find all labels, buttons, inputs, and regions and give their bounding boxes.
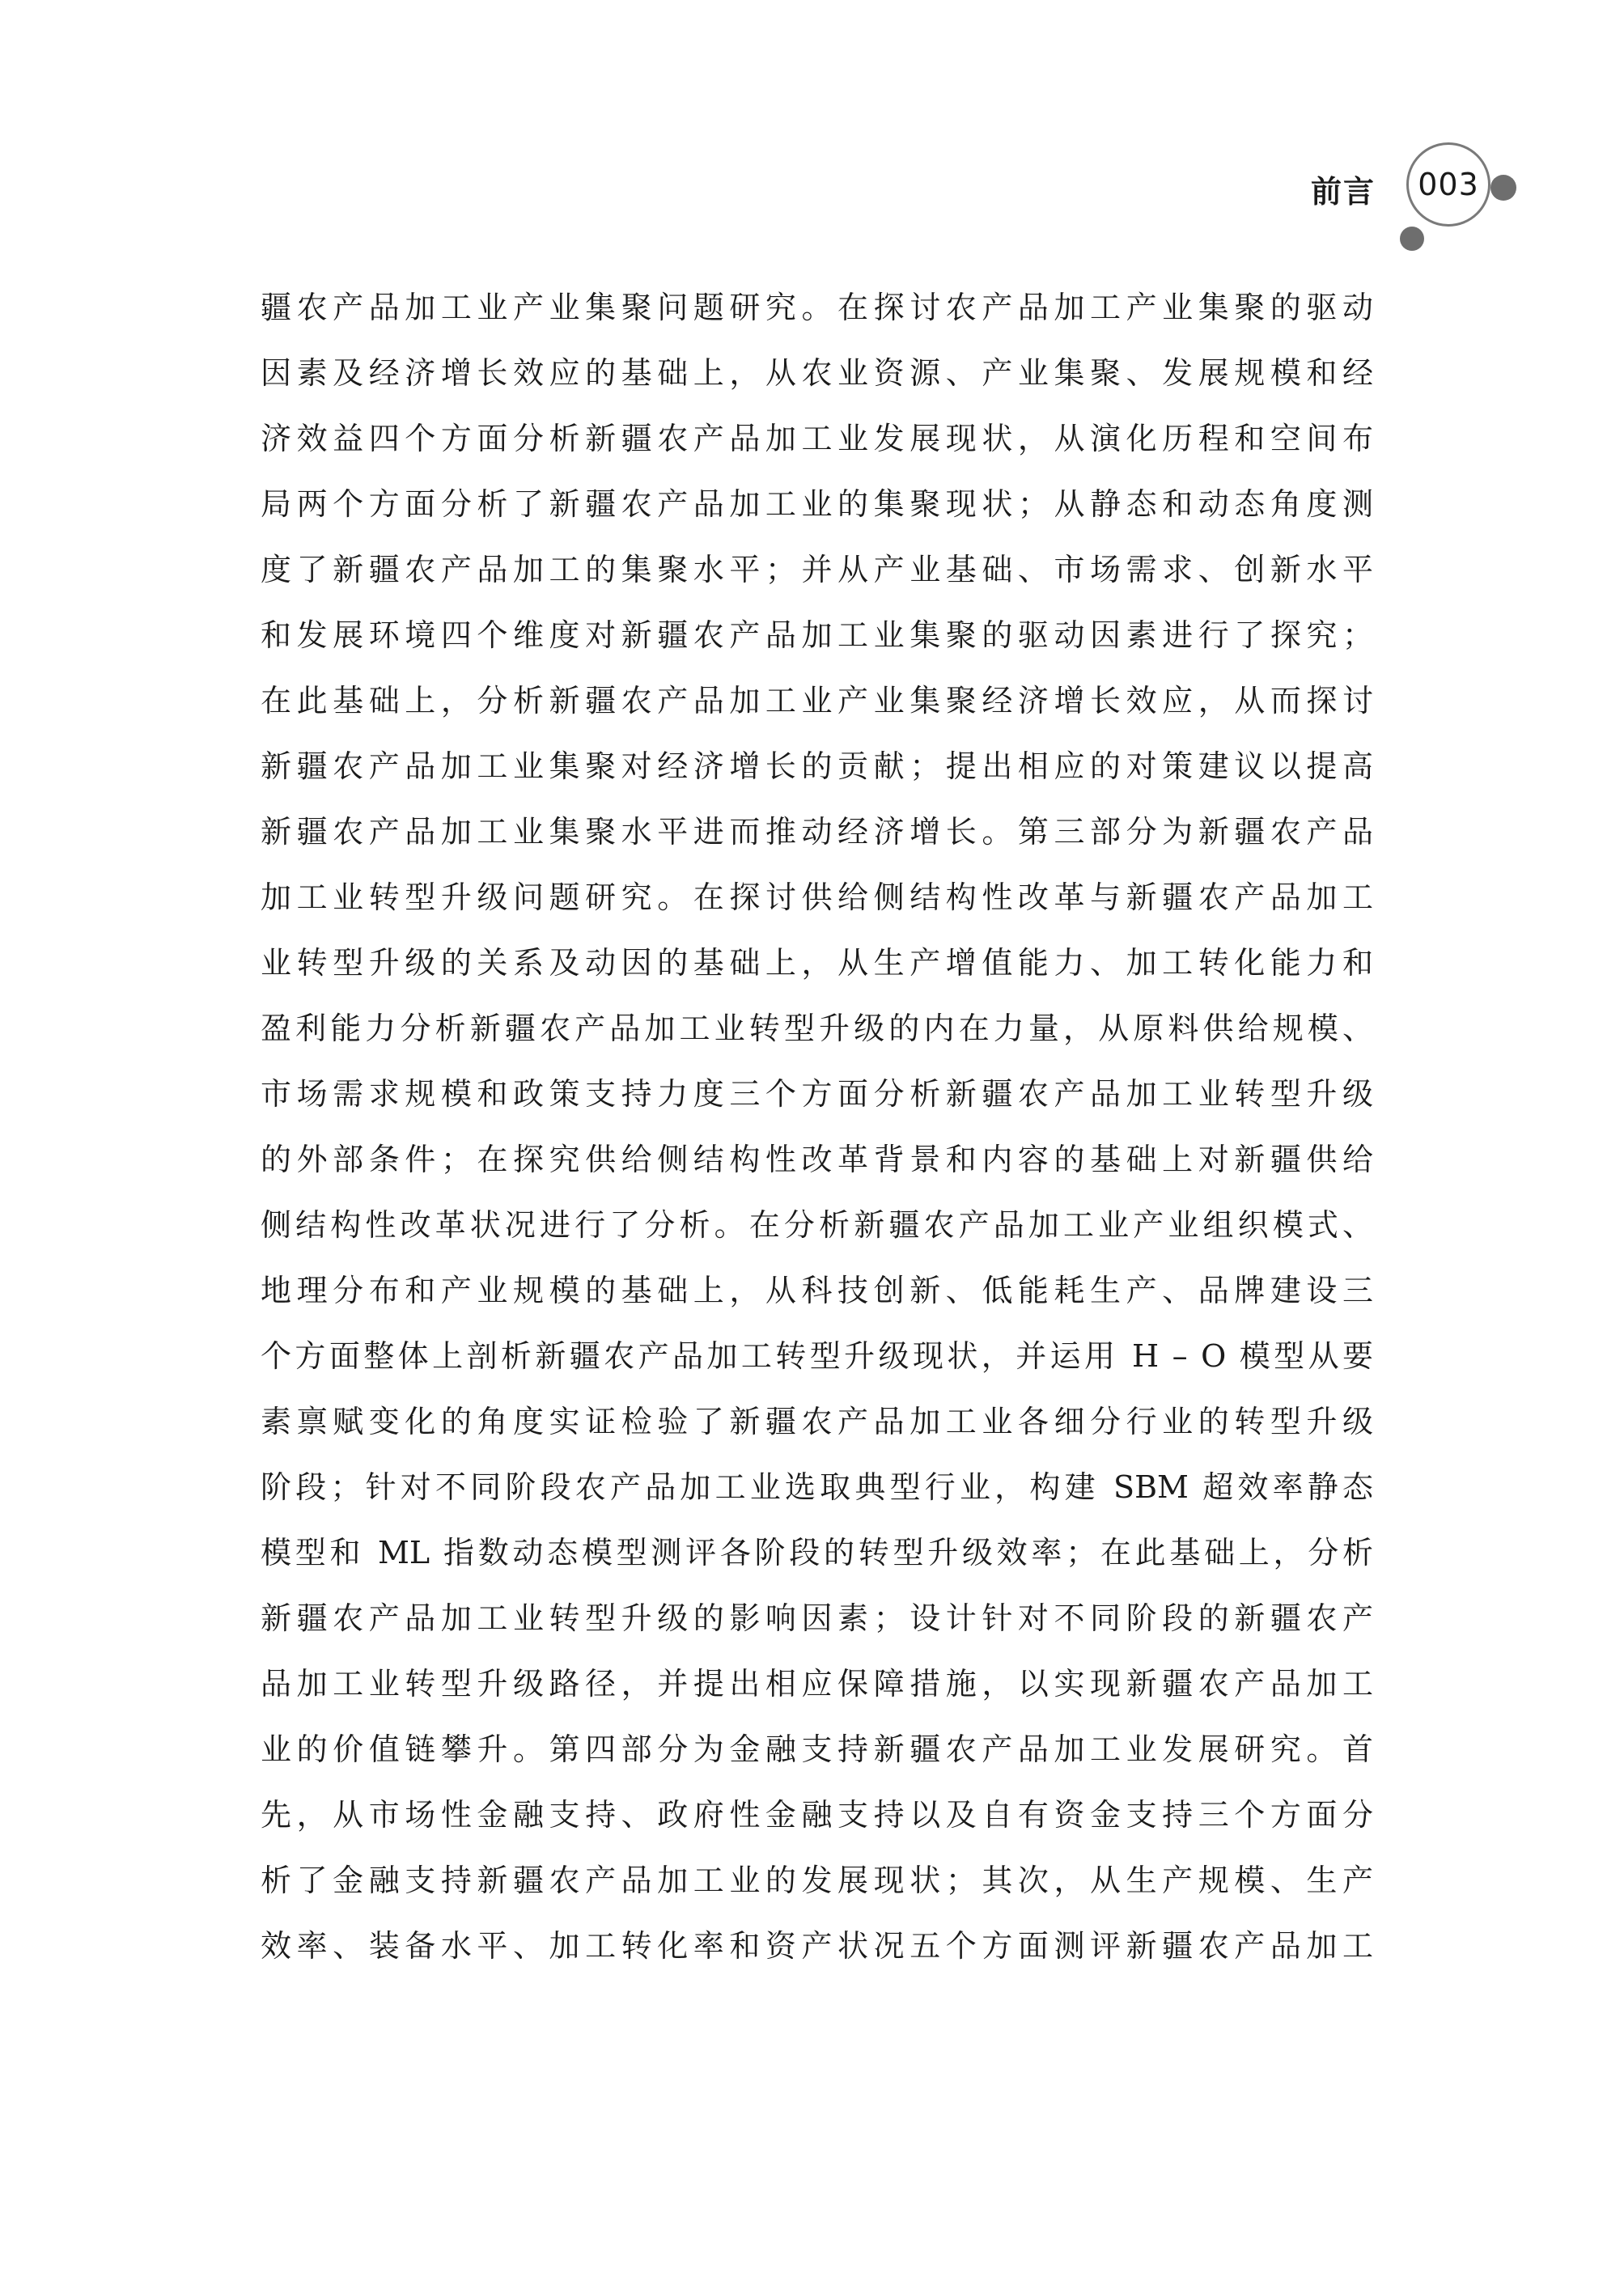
text-line: 效率、装备水平、加工转化率和资产状况五个方面测评新疆农产品加工 [261, 1928, 1373, 1964]
text-line: 析了金融支持新疆农产品加工业的发展现状；其次，从生产规模、生产 [261, 1863, 1373, 1898]
text-line: 模型和 ML 指数动态模型测评各阶段的转型升级效率；在此基础上，分析 [261, 1535, 1373, 1570]
decorative-dot-bottom [1400, 227, 1424, 251]
text-line: 阶段；针对不同阶段农产品加工业选取典型行业，构建 SBM 超效率静态 [261, 1469, 1373, 1505]
text-line: 品加工业转型升级路径，并提出相应保障措施，以实现新疆农产品加工 [261, 1666, 1373, 1702]
text-line: 度了新疆农产品加工的集聚水平；并从产业基础、市场需求、创新水平 [261, 552, 1373, 587]
text-line: 疆农产品加工业产业集聚问题研究。在探讨农产品加工产业集聚的驱动 [261, 290, 1373, 325]
text-line: 济效益四个方面分析新疆农产品加工业发展现状，从演化历程和空间布 [261, 421, 1373, 456]
body-text [261, 275, 1373, 1979]
decorative-dot-right [1490, 175, 1516, 201]
page-number-badge [1406, 142, 1490, 227]
text-line: 业的价值链攀升。第四部分为金融支持新疆农产品加工业发展研究。首 [261, 1731, 1373, 1767]
text-line: 素禀赋变化的角度实证检验了新疆农产品加工业各细分行业的转型升级 [261, 1404, 1373, 1439]
page-header [0, 0, 1624, 267]
text-line: 新疆农产品加工业集聚对经济增长的贡献；提出相应的对策建议以提高 [261, 748, 1373, 784]
text-line: 地理分布和产业规模的基础上，从科技创新、低能耗生产、品牌建设三 [261, 1273, 1373, 1308]
text-line: 侧结构性改革状况进行了分析。在分析新疆农产品加工业产业组织模式、 [261, 1207, 1373, 1243]
text-line: 局两个方面分析了新疆农产品加工业的集聚现状；从静态和动态角度测 [261, 486, 1373, 522]
text-line: 在此基础上，分析新疆农产品加工业产业集聚经济增长效应，从而探讨 [261, 683, 1373, 718]
text-line: 新疆农产品加工业转型升级的影响因素；设计针对不同阶段的新疆农产 [261, 1600, 1373, 1636]
text-line: 市场需求规模和政策支持力度三个方面分析新疆农产品加工业转型升级 [261, 1076, 1373, 1112]
text-line: 加工业转型升级问题研究。在探讨供给侧结构性改革与新疆农产品加工 [261, 879, 1373, 915]
text-line: 的外部条件；在探究供给侧结构性改革背景和内容的基础上对新疆供给 [261, 1142, 1373, 1177]
running-header-title: 前言 [1311, 174, 1376, 210]
text-line: 盈利能力分析新疆农产品加工业转型升级的内在力量，从原料供给规模、 [261, 1011, 1373, 1046]
text-line: 个方面整体上剖析新疆农产品加工转型升级现状，并运用 H – O 模型从要 [261, 1338, 1373, 1374]
text-line: 新疆农产品加工业集聚水平进而推动经济增长。第三部分为新疆农产品 [261, 814, 1373, 850]
text-line: 因素及经济增长效应的基础上，从农业资源、产业集聚、发展规模和经 [261, 355, 1373, 391]
text-line: 业转型升级的关系及动因的基础上，从生产增值能力、加工转化能力和 [261, 945, 1373, 981]
page-number: 003 [1418, 167, 1479, 202]
text-line: 和发展环境四个维度对新疆农产品加工业集聚的驱动因素进行了探究； [261, 617, 1373, 653]
text-line: 先，从市场性金融支持、政府性金融支持以及自有资金支持三个方面分 [261, 1797, 1373, 1833]
